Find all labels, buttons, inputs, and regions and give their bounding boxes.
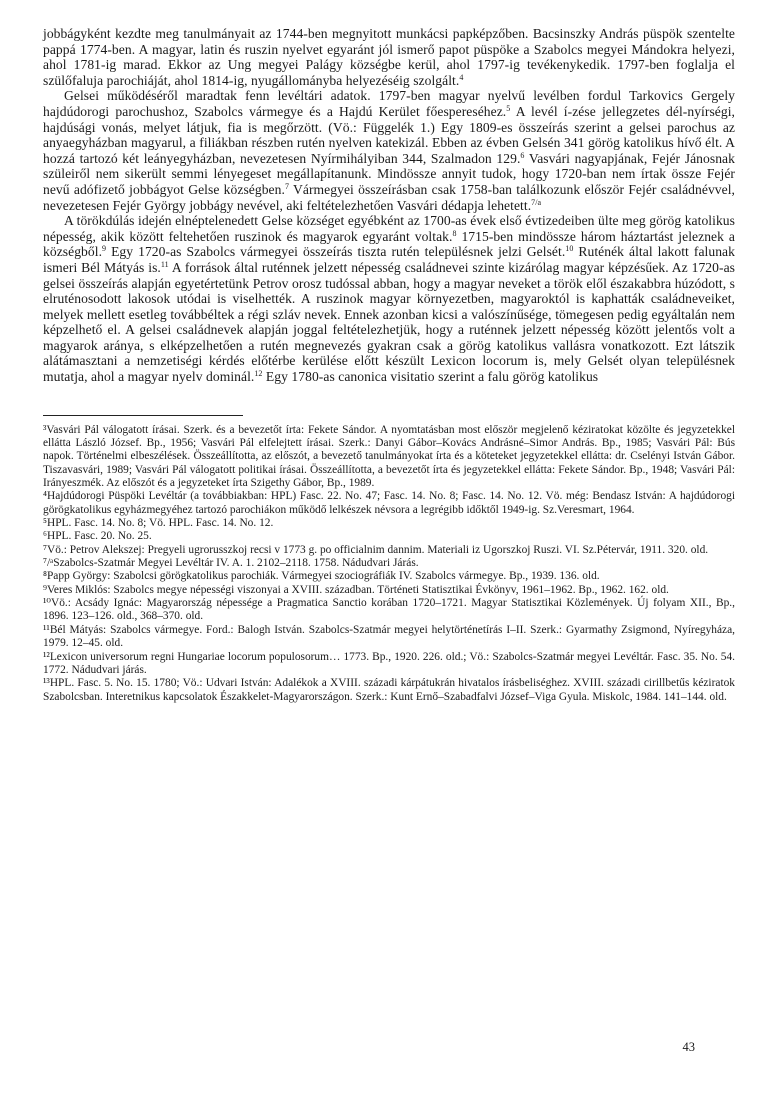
footnote-11: ¹¹Bél Mátyás: Szabolcs vármegye. Ford.: Balogh István. Szabolcs-Szatmár megyei helytörténetírás I–II. Szerk.: Gyarmathy Zsigmond, Nyíregyháza, 1979. 12–45. old. — [43, 623, 735, 650]
footnote-ref-7: 7 — [284, 181, 290, 191]
footnote-ref-5: 5 — [506, 103, 511, 113]
footnote-13: ¹³HPL. Fasc. 5. No. 15. 1780; Vö.: Udvari István: Adalékok a XVIII. századi kárpátukrán hivatalos írásbeliséghez. XVIII. századi cirillbetűs kéziratok Szabolcsban. Interetnikus kapcsolatok Északkelet-Magyarországon. Szerk.: Kunt Ernő–Szabadfalvi József–Viga Gyula. Miskolc, 1984. 141–144. old. — [43, 677, 735, 703]
paragraph-3: A törökdúlás idején elnéptelenedett Gelse községet egyébként az 1700-as évek első évtizedeiben ülte meg görög katolikus népesség, akik között feltehetően ruszinok és magyarok egyaránt voltak.$^8$ 1715-ben mindössze három háztartást jeleznek a községből.$^9$ Egy 1720-as Szabolcs vármegyei összeírás tiszta rutén településnek jelzi Gelsét.$^{10}$ Ruténék által lakott falunak ismeri Bél Mátyás is.$^{11}$ A források által ruténnek jelzett népesség családnevei szinte kizárólag magyar képzésűek. Az 1720-as gelsei összeírás alapján egyetértetünk Petrov orosz tudóssal abban, hogy a magyar neveket a török elől északabbra húzódott, s elruténosodott lakosok utódai is viselhették. A ruszinok magyar környezetben, magyaroktól is kaphatták családneveiket, melyek mellett esetleg továbbéltek a régi szláv nevek. Ennek azonban kicsi a valószínűsége, tömegesen pedig egyáltalán nem képzelhető el. A gelsei családnevek alapján joggal feltételezhetjük, hogy a ruténnek jelzett népesség között jelentős volt a magyarok aránya, s elképzelhetően a rutén megnevezés gyakran csak a görög katolikus vallásra vonatkozott. Ezt látszik alátámasztani a nemzetiségi kérdés előtérbe kerülése előtt készült Lexicon locorum is, mely Gelsét olyan településnek mutatja, ahol a magyar nyelv dominál.$^{12}$ Egy 1780-as canonica visitatio szerint a falu görög katolikus — [43, 213, 735, 385]
footnote-10: ¹⁰Vö.: Acsády Ignác: Magyarország népessége a Pragmatica Sanctio korában 1720–1721. Magyar Statisztikai Közlemények. Új folyam XII., Bp., 1896. 123–126. old., 368–370. old. — [43, 597, 735, 623]
footnote-7: ⁷Vö.: Petrov Alekszej: Pregyeli ugrorusszkoj recsi v 1773 g. po officialnim dannim. Materiali iz Ugorszkoj Ruszi. VI. Sz.Pétervár, 1911. 320. old. — [43, 543, 709, 556]
page — [43, 26, 735, 704]
footnote-8: ⁸Papp György: Szabolcsi görögkatolikus parochiák. Vármegyei szociográfiák IV. Szabolcs vármegye. Bp., 1939. 136. old. — [43, 570, 600, 583]
footnote-3: ³Vasvári Pál válogatott írásai. Szerk. és a bevezetőt írta: Fekete Sándor. A nyomtatásban most először megjelenő kéziratokat közölte és jegyzetekkel ellátta László József. Bp., 1956; Vasvári Pál elfelejtett írásai. Szerk.: Danyi Gábor–Kovács Andrásné–Simor András. Bp., 1985; Vasvári Pál: Bús napok. Történelmi elbeszélések. Összeállította, az előszót, a bevezető tanulmányokat írta és a köteteket jegyzetekkel ellátta: dr. Cselényi István Gábor. Tiszavasvári, 1989; Vasvári Pál válogatott politikai írásai. Összeállította, a bevezetőt írta és jegyzetekkel ellátta: Fekete Sándor. Bp., 1948; Vasvári Pál: Irányeszmék. Az előszót és a jegyzeteket írta Szigethy Gábor, Bp., 1989. — [43, 423, 735, 490]
main-text — [43, 26, 735, 385]
footnote-ref-8: 8 — [452, 228, 457, 238]
footnote-5: ⁵HPL. Fasc. 14. No. 8; Vö. HPL. Fasc. 14. No. 12. — [43, 517, 274, 530]
footnote-6: ⁶HPL. Fasc. 20. No. 25. — [43, 530, 152, 543]
footnote-ref-10: 10 — [565, 244, 574, 254]
footnote-12: ¹²Lexicon universorum regni Hungariae locorum populosorum… 1773. Bp., 1920. 226. old.; Vö.: Szabolcs-Szatmár megyei Levéltár. Fasc. 35. No. 54. 1772. Nádudvari járás. — [43, 650, 735, 676]
footnote-ref-7a: 7/a — [531, 197, 542, 207]
footnote-9: ⁹Veres Miklós: Szabolcs megye népességi viszonyai a XVIII. században. Történeti Statisztikai Évkönyv, 1961–1962. Bp., 1962. 162. old. — [43, 583, 669, 596]
footnote-ref-9: 9 — [102, 244, 107, 254]
footnote-separator — [43, 415, 243, 416]
footnotes — [43, 424, 735, 704]
footnote-4: ⁴Hajdúdorogi Püspöki Levéltár (a továbbiakban: HPL) Fasc. 22. No. 47; Fasc. 14. No. 8; Fasc. 14. No. 12. Vö. még: Bendasz István: A hajdúdorogi görögkatolikus egyházmegyéhez tartozó parochiákon működő lelkészek névsora a legrégibb időktől 1949-ig. Sz.Veresmart, 1964. — [43, 490, 735, 516]
page-number: 43 — [682, 1040, 695, 1054]
paragraph-1: jobbágyként kezdte meg tanulmányait az 1744-ben megnyitott munkácsi papképzőben. Bacsinszky András püspök szentelte pappá 1774-ben. A magyar, latin és ruszin nyelvet egyaránt jól ismerő papot püspöke a Szabolcs megyei Mándokra helyezi, ahol 1781-ig marad. Ekkor az Ung megyei Palágy községbe kerül, ahol 1797-ig tevékenykedik. 1797-ben foglalja el szülőfaluja parochiáját, ahol 1814-ig, nyugállományba helyezéséig szolgált.$^4$ — [43, 26, 735, 88]
footnote-ref-12: 12 — [254, 369, 263, 379]
footnote-7a: ⁷/ᵃSzabolcs-Szatmár Megyei Levéltár IV. A. 1. 2102–2118. 1758. Nádudvari Járás. — [43, 557, 419, 570]
footnote-ref-11: 11 — [160, 259, 169, 269]
footnote-ref-6: 6 — [520, 150, 525, 160]
footnote-ref-4: 4 — [459, 72, 464, 82]
paragraph-2: Gelsei működéséről maradtak fenn levéltári adatok. 1797-ben magyar nyelvű levélben fordul Tarkovics Gergely hajdúdorogi parochushoz, Szabolcs vármegye és a Hajdú Kerület főespereséhez.$^5$ A levél í-zése jellegzetes dél-nyírségi, hajdúsági vonás, melyet látjuk, fia is megőrzött. (Vö.: Függelék 1.) Egy 1809-es összeírás szerint a gelsei parochus az anyaegyházban magyarul, a filiákban részben rutén nyelven katekizál. Ebben az évben Gelsén 341 görög katolikus hívő élt. A hozzá tartozó két leányegyházban, nevezetesen Nyírmihályiban 344, Szalmadon 129.$^6$ Vasvári nagyapjának, Fejér Jánosnak szüleiről nem sikerült semmi lényegeset megállapítanunk. Mindössze annyit tudok, hogy 1720-ban nem írtak össze Fejér nevű adófizető jobbágyot Gelse községben.$^7$ Vármegyei összeírásban csak 1758-ban találkozunk először Fejér családnévvel, nevezetesen Fejér György jobbágy nevével, aki feltételezhetően Vasvári dédapja lehetett.$^{7/a}$ — [43, 88, 736, 213]
